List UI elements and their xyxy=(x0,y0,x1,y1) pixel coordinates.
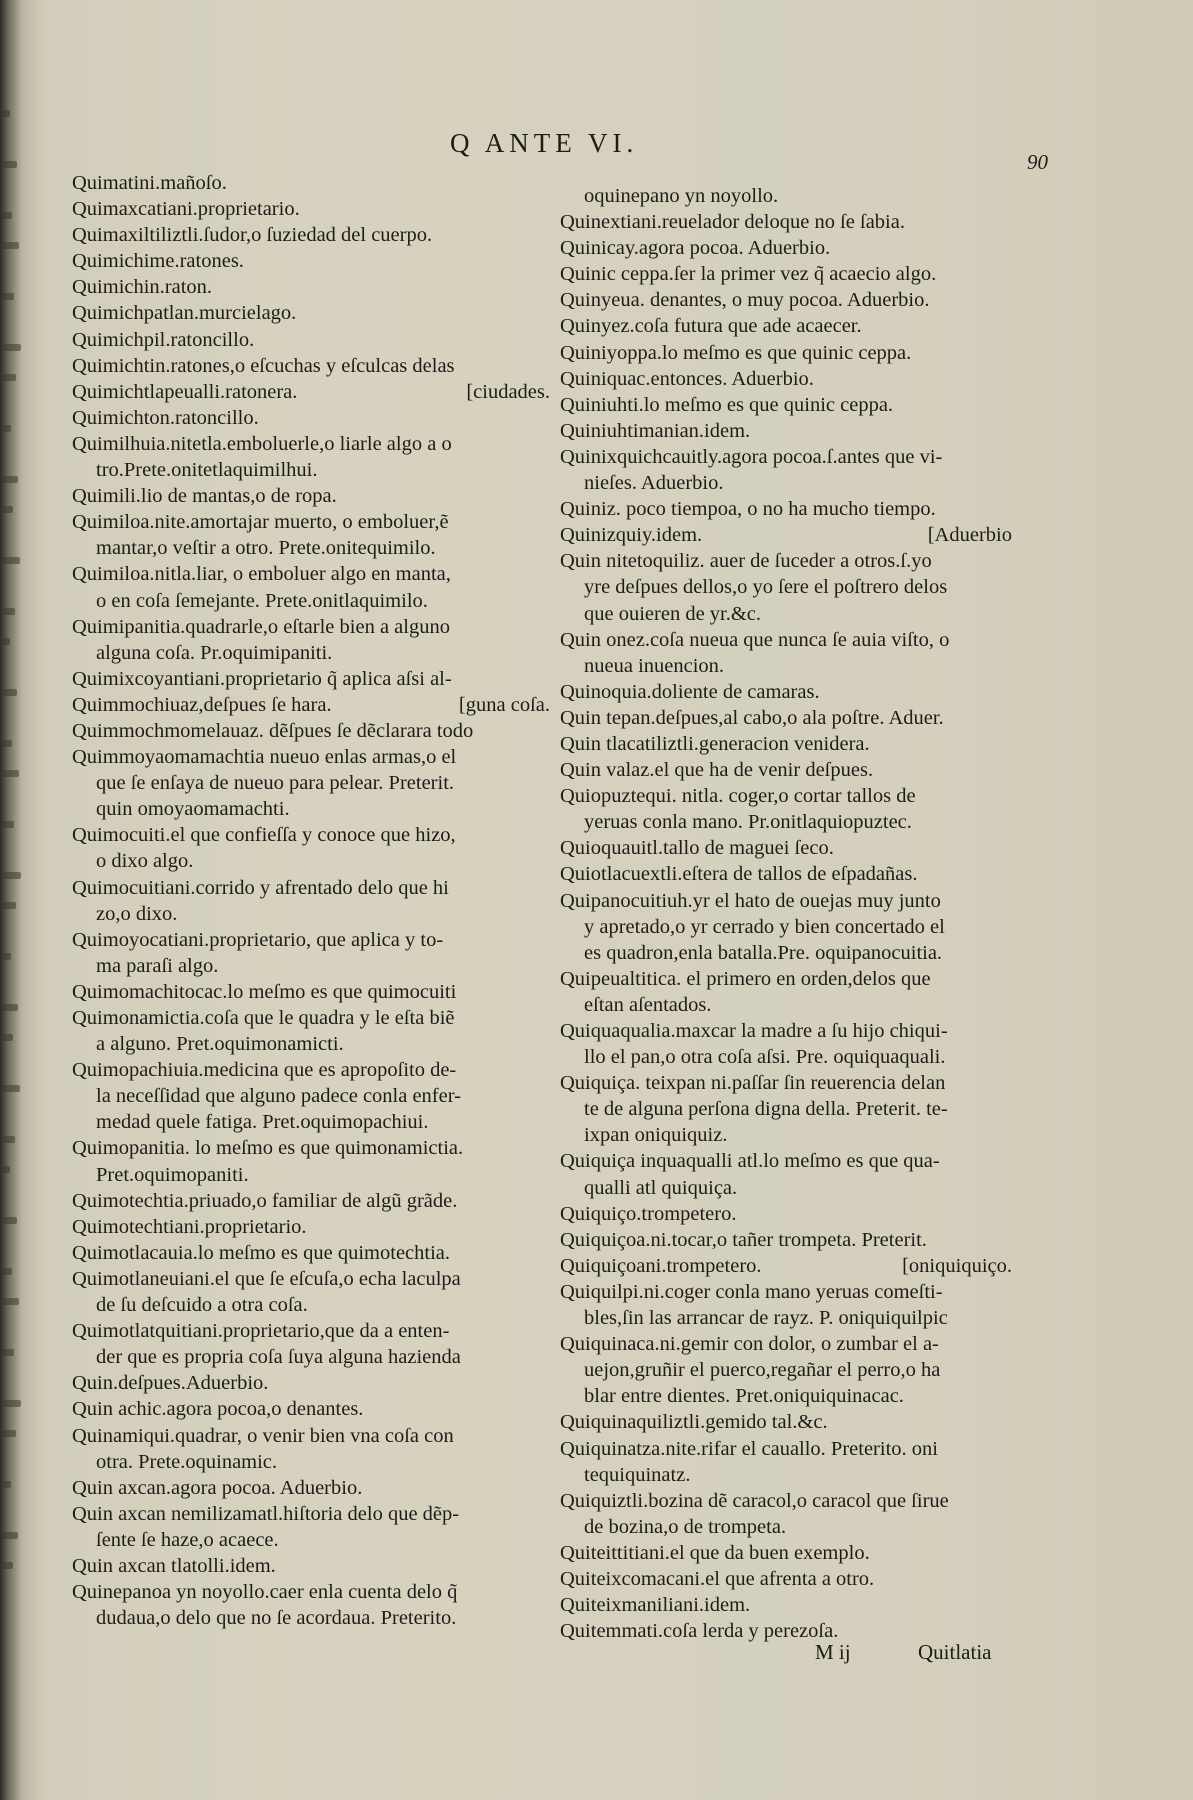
entry-continuation-line xyxy=(560,470,1012,496)
dictionary-entry-line xyxy=(72,1318,550,1344)
entry-text: Quiteittitiani.el que da buen exemplo. xyxy=(560,1541,870,1564)
gutter-text-fragment xyxy=(2,740,12,747)
gutter-text-fragment xyxy=(2,344,21,351)
dictionary-entry-line xyxy=(72,274,550,300)
dictionary-entry-line xyxy=(72,614,550,640)
entry-continuation-line xyxy=(72,1162,550,1188)
entry-text: Quinepanoa yn noyollo.caer enla cuenta delo q̃ xyxy=(72,1581,458,1604)
entry-text: Quimopanitia. lo meſmo es que quimonamictia. xyxy=(72,1137,464,1160)
entry-text: Quimopachiuia.medicina que es apropoſito de- xyxy=(72,1059,457,1082)
dictionary-entry-line xyxy=(560,313,1012,339)
dictionary-entry-line xyxy=(560,496,1012,522)
entry-text: Quipanocuitiuh.yr el hato de ouejas muy junto xyxy=(560,889,941,912)
entry-text: Quiquiça inquaqualli atl.lo meſmo es que qua- xyxy=(560,1150,940,1173)
entry-text: Quipeualtitica. el primero en orden,delos que xyxy=(560,967,931,990)
entry-continuation-line xyxy=(560,992,1012,1018)
entry-text: Quiquiçoani.trompetero. xyxy=(560,1254,762,1277)
dictionary-entry-line xyxy=(560,1331,1012,1357)
dictionary-entry-line xyxy=(560,548,1012,574)
entry-text: Quiotlacuextli.eſtera de tallos de eſpadañas. xyxy=(560,863,918,886)
entry-continuation-line xyxy=(72,1449,550,1475)
entry-text: Quimaxcatiani.proprietario. xyxy=(72,198,300,221)
gutter-text-fragment xyxy=(2,872,21,879)
left-column xyxy=(72,170,550,1631)
entry-text: la neceſſidad que alguno padece conla enfer- xyxy=(96,1085,461,1108)
entry-text: Quimmochiuaz,deſpues ſe hara. xyxy=(72,693,332,716)
entry-text: Quinamiqui.quadrar, o venir bien vna coſa con xyxy=(72,1424,454,1447)
dictionary-entry-line xyxy=(560,888,1012,914)
gutter-text-fragment xyxy=(2,902,16,909)
entry-continuation-line xyxy=(560,1514,1012,1540)
entry-text: Quimipanitia.quadrarle,o eſtarle bien a alguno xyxy=(72,615,450,638)
dictionary-entry-line xyxy=(72,1423,550,1449)
entry-text: Quimixcoyantiani.proprietario q̃ aplica aſsi al- xyxy=(72,667,452,690)
entry-text: Quiniyoppa.lo meſmo es que quinic ceppa. xyxy=(560,341,912,364)
entry-text: de bozina,o de trompeta. xyxy=(584,1515,787,1538)
entry-text: Quimomachitocac.lo meſmo es que quimocuiti xyxy=(72,980,457,1003)
entry-text: bles,ſin las arrancar de rayz. P. oniquiquilpic xyxy=(584,1307,948,1330)
entry-text: zo,o dixo. xyxy=(96,902,178,925)
gutter-text-fragment xyxy=(2,689,17,696)
entry-text: Quimotlacauia.lo meſmo es que quimotechtia. xyxy=(72,1241,451,1264)
entry-continuation-line xyxy=(72,640,550,666)
dictionary-entry-line xyxy=(560,1018,1012,1044)
entry-text: Quin axcan nemilizamatl.hiſtoria delo que dẽp- xyxy=(72,1502,460,1525)
entry-text: mantar,o veſtir a otro. Prete.onitequimilo. xyxy=(96,537,436,560)
entry-text: Quimotechtiani.proprietario. xyxy=(72,1215,307,1238)
dictionary-entry-line xyxy=(72,327,550,353)
entry-text: Quimotlaneuiani.el que ſe eſcuſa,o echa laculpa xyxy=(72,1267,461,1290)
gutter-text-fragment xyxy=(2,425,11,432)
entry-text: Quinixquichcauitly.agora pocoa.ſ.antes que vi- xyxy=(560,445,943,468)
dictionary-entry-line xyxy=(560,1488,1012,1514)
entry-text: Quiniquac.entonces. Aduerbio. xyxy=(560,367,814,390)
dictionary-entry-line xyxy=(72,927,550,953)
entry-text: tro.Prete.onitetlaquimilhui. xyxy=(96,459,318,482)
dictionary-entry-line xyxy=(560,444,1012,470)
dictionary-entry-line xyxy=(72,300,550,326)
dictionary-entry-line xyxy=(560,705,1012,731)
entry-continuation-line xyxy=(72,953,550,979)
gutter-text-fragment xyxy=(2,1562,13,1569)
gutter-text-fragment xyxy=(2,770,19,777)
entry-text: que ouieren de yr.&c. xyxy=(584,602,762,625)
dictionary-entry-line xyxy=(72,1240,550,1266)
dictionary-entry-line xyxy=(560,392,1012,418)
entry-text: yre deſpues dellos,o yo ſere el poſtrero delos xyxy=(584,576,948,599)
dictionary-entry-line xyxy=(72,431,550,457)
dictionary-entry-line xyxy=(72,744,550,770)
dictionary-entry-line xyxy=(72,1266,550,1292)
entry-text: Quimmoyaomamachtia nueuo enlas armas,o el xyxy=(72,746,457,769)
dictionary-entry-line xyxy=(72,875,550,901)
entry-text: qualli atl quiquiça. xyxy=(584,1176,738,1199)
dictionary-entry-line xyxy=(560,209,1012,235)
entry-text: nueua inuencion. xyxy=(584,654,725,677)
dictionary-entry-line xyxy=(72,1370,550,1396)
entry-text: uejon,gruñir el puerco,regañar el perro,o ha xyxy=(584,1359,941,1382)
entry-text: Quimaxiltiliztli.ſudor,o ſuziedad del cuerpo. xyxy=(72,224,433,247)
entry-continuation-line xyxy=(560,914,1012,940)
entry-continuation-line xyxy=(72,1083,550,1109)
entry-text: Quinicay.agora pocoa. Aduerbio. xyxy=(560,237,831,260)
dictionary-entry-line xyxy=(72,1501,550,1527)
gutter-text-fragment xyxy=(2,293,14,300)
gutter-text-fragment xyxy=(2,1268,12,1275)
gutter-text-fragment xyxy=(2,374,16,381)
gutter-text-fragment xyxy=(2,1532,18,1539)
dictionary-entry-line xyxy=(560,235,1012,261)
entry-text: Quimiloa.nite.amortajar muerto, o emboluer,ẽ xyxy=(72,511,449,534)
dictionary-entry-line xyxy=(72,1135,550,1161)
entry-text: Quimichime.ratones. xyxy=(72,250,244,273)
entry-continuation-line xyxy=(72,848,550,874)
entry-text: Quiniz. poco tiempoa, o no ha mucho tiempo. xyxy=(560,498,936,521)
dictionary-entry-line xyxy=(560,1070,1012,1096)
entry-text: llo el pan,o otra coſa aſsi. Pre. oquiquaquali. xyxy=(584,1046,946,1069)
dictionary-entry-line xyxy=(72,1553,550,1579)
entry-text: ixpan oniquiquiz. xyxy=(584,1124,728,1147)
entry-continuation-line xyxy=(560,601,1012,627)
entry-text: Quinextiani.reuelador deloque no ſe ſabia. xyxy=(560,211,905,234)
dictionary-entry-line xyxy=(72,1005,550,1031)
entry-text: a alguno. Pret.oquimonamicti. xyxy=(96,1033,344,1056)
entry-continuation-line xyxy=(560,1044,1012,1070)
entry-text: Quiquiça. teixpan ni.paſſar ſin reuerencia delan xyxy=(560,1072,946,1095)
entry-continuation-line xyxy=(72,1031,550,1057)
entry-text: Quin nitetoquiliz. auer de ſuceder a otros.ſ.yo xyxy=(560,550,932,573)
gutter-text-fragment xyxy=(2,1481,11,1488)
gutter-text-fragment xyxy=(2,1085,20,1092)
entry-text: Quimiloa.nitla.liar, o emboluer algo en manta, xyxy=(72,563,451,586)
entry-text: Quimotlatquitiani.proprietario,que da a enten- xyxy=(72,1320,450,1343)
entry-text: Quinic ceppa.ſer la primer vez q̃ acaecio algo. xyxy=(560,263,937,286)
gutter-text-fragment xyxy=(2,638,10,645)
dictionary-entry-line xyxy=(560,1279,1012,1305)
dictionary-entry-line xyxy=(560,783,1012,809)
entry-text: Quimichton.ratoncillo. xyxy=(72,406,259,429)
entry-text: Quiopuztequi. nitla. coger,o cortar tallos de xyxy=(560,785,916,808)
entry-text: Quiquilpi.ni.coger conla mano yeruas comeſti- xyxy=(560,1280,943,1303)
entry-text: Quinyeua. denantes, o muy pocoa. Aduerbio. xyxy=(560,289,930,312)
entry-text: Quin onez.coſa nueua que nunca ſe auia viſto, o xyxy=(560,628,950,651)
entry-continuation-line xyxy=(72,535,550,561)
entry-text: Quiniuhti.lo meſmo es que quinic ceppa. xyxy=(560,393,894,416)
dictionary-entry-line xyxy=(72,666,550,692)
gutter-text-fragment xyxy=(2,1034,13,1041)
signature-mark: M ij xyxy=(815,1640,851,1664)
dictionary-entry-line xyxy=(72,1057,550,1083)
entry-text: Quimatini.mañoſo. xyxy=(72,172,227,194)
entry-text: Quiquinaca.ni.gemir con dolor, o zumbar el a- xyxy=(560,1333,939,1356)
gutter-text-fragment xyxy=(2,1004,18,1011)
running-header: Q ANTE VI. xyxy=(450,128,639,158)
entry-text: o en coſa ſemejante. Prete.onitlaquimilo. xyxy=(96,589,428,612)
entry-continuation-line xyxy=(72,1527,550,1553)
gutter-text-fragment xyxy=(2,110,10,117)
gutter-text-fragment xyxy=(2,1400,21,1407)
entry-text: Quimotechtia.priuado,o familiar de algũ grãde. xyxy=(72,1189,458,1212)
dictionary-entry-line xyxy=(72,1579,550,1605)
gutter-text-fragment xyxy=(2,1430,16,1437)
entry-text: Quimonamictia.coſa que le quadra y le eſta biẽ xyxy=(72,1007,455,1029)
entry-text: Quin tepan.deſpues,al cabo,o ala poſtre. Aduer. xyxy=(560,706,944,729)
entry-continuation-line xyxy=(560,574,1012,600)
catchword: Quitlatia xyxy=(918,1640,992,1664)
entry-text: ma paraſi algo. xyxy=(96,954,219,977)
entry-text: Quiteixcomacani.el que afrenta a otro. xyxy=(560,1567,875,1590)
dictionary-entry-line xyxy=(560,287,1012,313)
entry-continuation-line xyxy=(560,1357,1012,1383)
bracketed-overflow-text: [Aduerbio xyxy=(927,524,1012,547)
entry-continuation-line xyxy=(560,183,1012,209)
dictionary-entry-line xyxy=(560,679,1012,705)
entry-continuation-line xyxy=(72,1292,550,1318)
entry-text: Quinizquiy.idem. xyxy=(560,524,703,547)
entry-text: Quioquauitl.tallo de maguei ſeco. xyxy=(560,837,834,860)
dictionary-entry-line xyxy=(72,979,550,1005)
dictionary-entry-line xyxy=(72,379,550,405)
gutter-text-fragment xyxy=(2,1217,17,1224)
dictionary-entry-line xyxy=(560,757,1012,783)
entry-text: y apretado,o yr cerrado y bien concertado el xyxy=(584,915,945,938)
entry-continuation-line xyxy=(72,770,550,796)
dictionary-entry-line xyxy=(72,353,550,379)
dictionary-entry-line xyxy=(560,366,1012,392)
entry-continuation-line xyxy=(560,1175,1012,1201)
entry-continuation-line xyxy=(72,1605,550,1631)
facing-page-edge xyxy=(0,110,22,1610)
dictionary-entry-line xyxy=(72,196,550,222)
entry-text: que ſe enſaya de nueuo para pelear. Preterit. xyxy=(96,772,455,795)
entry-text: Quin tlacatiliztli.generacion venidera. xyxy=(560,732,870,755)
dictionary-entry-line xyxy=(560,418,1012,444)
dictionary-entry-line xyxy=(72,483,550,509)
dictionary-entry-line xyxy=(560,1566,1012,1592)
entry-continuation-line xyxy=(72,588,550,614)
entry-text: o dixo algo. xyxy=(96,850,194,873)
entry-text: tequiquinatz. xyxy=(584,1463,691,1486)
dictionary-entry-line xyxy=(560,1409,1012,1435)
entry-continuation-line xyxy=(560,940,1012,966)
entry-continuation-line xyxy=(560,809,1012,835)
bracketed-overflow-text: [ciudades. xyxy=(466,380,550,403)
entry-text: Quin valaz.el que ha de venir deſpues. xyxy=(560,759,874,782)
entry-continuation-line xyxy=(560,1462,1012,1488)
dictionary-entry-line xyxy=(72,1475,550,1501)
entry-continuation-line xyxy=(560,1122,1012,1148)
dictionary-entry-line xyxy=(560,966,1012,992)
entry-text: alguna coſa. Pr.oquimipaniti. xyxy=(96,641,333,664)
entry-text: Quiniuhtimanian.idem. xyxy=(560,419,751,442)
gutter-text-fragment xyxy=(2,161,17,168)
entry-text: Pret.oquimopaniti. xyxy=(96,1163,249,1186)
dictionary-entry-line xyxy=(560,522,1012,548)
entry-continuation-line xyxy=(560,1096,1012,1122)
dictionary-entry-line xyxy=(72,561,550,587)
entry-text: Quiquinaquiliztli.gemido tal.&c. xyxy=(560,1411,828,1434)
gutter-text-fragment xyxy=(2,821,14,828)
entry-text: Quinyez.coſa futura que ade acaecer. xyxy=(560,315,862,338)
entry-text: nieſes. Aduerbio. xyxy=(584,472,724,495)
entry-text: Quimili.lio de mantas,o de ropa. xyxy=(72,485,337,508)
dictionary-entry-line xyxy=(72,170,550,196)
gutter-text-fragment xyxy=(2,1349,14,1356)
entry-continuation-line xyxy=(560,653,1012,679)
entry-text: Quiquaqualia.maxcar la madre a ſu hijo chiqui- xyxy=(560,1020,948,1042)
dictionary-entry-line xyxy=(560,835,1012,861)
entry-continuation-line xyxy=(560,1305,1012,1331)
entry-text: oquinepano yn noyollo. xyxy=(584,185,779,207)
entry-text: otra. Prete.oquinamic. xyxy=(96,1450,278,1473)
entry-text: Quimichpil.ratoncillo. xyxy=(72,328,255,351)
dictionary-entry-line xyxy=(560,627,1012,653)
entry-text: Quimocuitiani.corrido y afrentado delo que hi xyxy=(72,876,449,899)
gutter-text-fragment xyxy=(2,953,11,960)
entry-text: ſente ſe haze,o acaece. xyxy=(96,1528,279,1551)
entry-text: Quin.deſpues.Aduerbio. xyxy=(72,1372,269,1395)
dictionary-entry-line xyxy=(72,692,550,718)
entry-text: Quimichin.raton. xyxy=(72,276,213,299)
right-column xyxy=(560,183,1012,1644)
dictionary-entry-line xyxy=(72,1214,550,1240)
entry-text: Quimmochmomelauaz. dẽſpues ſe dẽclarara todo xyxy=(72,719,474,742)
dictionary-entry-line xyxy=(560,1227,1012,1253)
dictionary-entry-line xyxy=(560,1148,1012,1174)
entry-text: Quin axcan tlatolli.idem. xyxy=(72,1554,276,1577)
entry-text: dudaua,o delo que no ſe acordaua. Preterito. xyxy=(96,1607,457,1630)
bracketed-overflow-text: [oniquiquiço. xyxy=(902,1254,1012,1277)
gutter-text-fragment xyxy=(2,506,13,513)
entry-text: eſtan aſentados. xyxy=(584,993,712,1016)
entry-text: de ſu deſcuido a otra coſa. xyxy=(96,1294,308,1317)
page-number: 90 xyxy=(1027,150,1048,174)
dictionary-entry-line xyxy=(560,731,1012,757)
entry-text: Quiquiço.trompetero. xyxy=(560,1202,737,1225)
entry-text: medad quele fatiga. Pret.oquimopachiui. xyxy=(96,1111,429,1134)
dictionary-entry-line xyxy=(560,1540,1012,1566)
dictionary-entry-line xyxy=(72,222,550,248)
entry-text: Quinoquia.doliente de camaras. xyxy=(560,680,820,703)
dictionary-entry-line xyxy=(72,718,550,744)
dictionary-entry-line xyxy=(72,1188,550,1214)
entry-continuation-line xyxy=(560,1383,1012,1409)
dictionary-entry-line xyxy=(560,1201,1012,1227)
dictionary-entry-line xyxy=(560,861,1012,887)
gutter-text-fragment xyxy=(2,557,20,564)
entry-text: Quiteixmaniliani.idem. xyxy=(560,1594,751,1617)
entry-continuation-line xyxy=(72,796,550,822)
gutter-text-fragment xyxy=(2,1166,10,1173)
gutter-text-fragment xyxy=(2,212,12,219)
gutter-text-fragment xyxy=(2,476,18,483)
dictionary-entry-line xyxy=(72,822,550,848)
entry-continuation-line xyxy=(72,1109,550,1135)
dictionary-entry-line xyxy=(560,1592,1012,1618)
gutter-text-fragment xyxy=(2,242,19,249)
dictionary-entry-line xyxy=(560,1253,1012,1279)
entry-text: te de alguna perſona digna della. Preterit. te- xyxy=(584,1098,948,1121)
entry-text: Quimoyocatiani.proprietario, que aplica y to- xyxy=(72,928,444,951)
entry-text: Quin achic.agora pocoa,o denantes. xyxy=(72,1398,364,1421)
dictionary-entry-line xyxy=(72,1396,550,1422)
entry-text: yeruas conla mano. Pr.onitlaquiopuztec. xyxy=(584,811,912,834)
entry-text: Quimilhuia.nitetla.emboluerle,o liarle algo a o xyxy=(72,432,452,455)
entry-text: Quimocuiti.el que confieſſa y conoce que hizo, xyxy=(72,824,456,847)
entry-text: der que es propria coſa ſuya alguna hazienda xyxy=(96,1346,461,1369)
dictionary-entry-line xyxy=(72,405,550,431)
entry-text: Quimichtin.ratones,o eſcuchas y eſculcas delas xyxy=(72,354,455,377)
dictionary-entry-line xyxy=(560,340,1012,366)
dictionary-entry-line xyxy=(72,509,550,535)
gutter-text-fragment xyxy=(2,1136,15,1143)
entry-text: Quiquinatza.nite.rifar el cauallo. Preterito. oni xyxy=(560,1437,938,1460)
entry-continuation-line xyxy=(72,457,550,483)
entry-continuation-line xyxy=(72,1344,550,1370)
entry-text: Quimichpatlan.murcielago. xyxy=(72,302,297,325)
dictionary-entry-line xyxy=(560,261,1012,287)
entry-text: Quimichtlapeualli.ratonera. xyxy=(72,380,298,403)
entry-text: es quadron,enla batalla.Pre. oquipanocuitia. xyxy=(584,941,943,964)
entry-text: Quitemmati.coſa lerda y perezoſa. xyxy=(560,1620,839,1643)
entry-text: blar entre dientes. Pret.oniquiquinacac. xyxy=(584,1385,904,1408)
entry-text: Quin axcan.agora pocoa. Aduerbio. xyxy=(72,1476,363,1499)
entry-text: Quiquiztli.bozina dẽ caracol,o caracol que ſirue xyxy=(560,1489,949,1512)
gutter-text-fragment xyxy=(2,608,15,615)
dictionary-entry-line xyxy=(72,248,550,274)
entry-text: quin omoyaomamachti. xyxy=(96,798,290,821)
gutter-text-fragment xyxy=(2,1298,19,1305)
bracketed-overflow-text: [guna coſa. xyxy=(458,693,550,716)
dictionary-entry-line xyxy=(560,1436,1012,1462)
entry-continuation-line xyxy=(72,901,550,927)
entry-text: Quiquiçoa.ni.tocar,o tañer trompeta. Preterit. xyxy=(560,1228,927,1251)
